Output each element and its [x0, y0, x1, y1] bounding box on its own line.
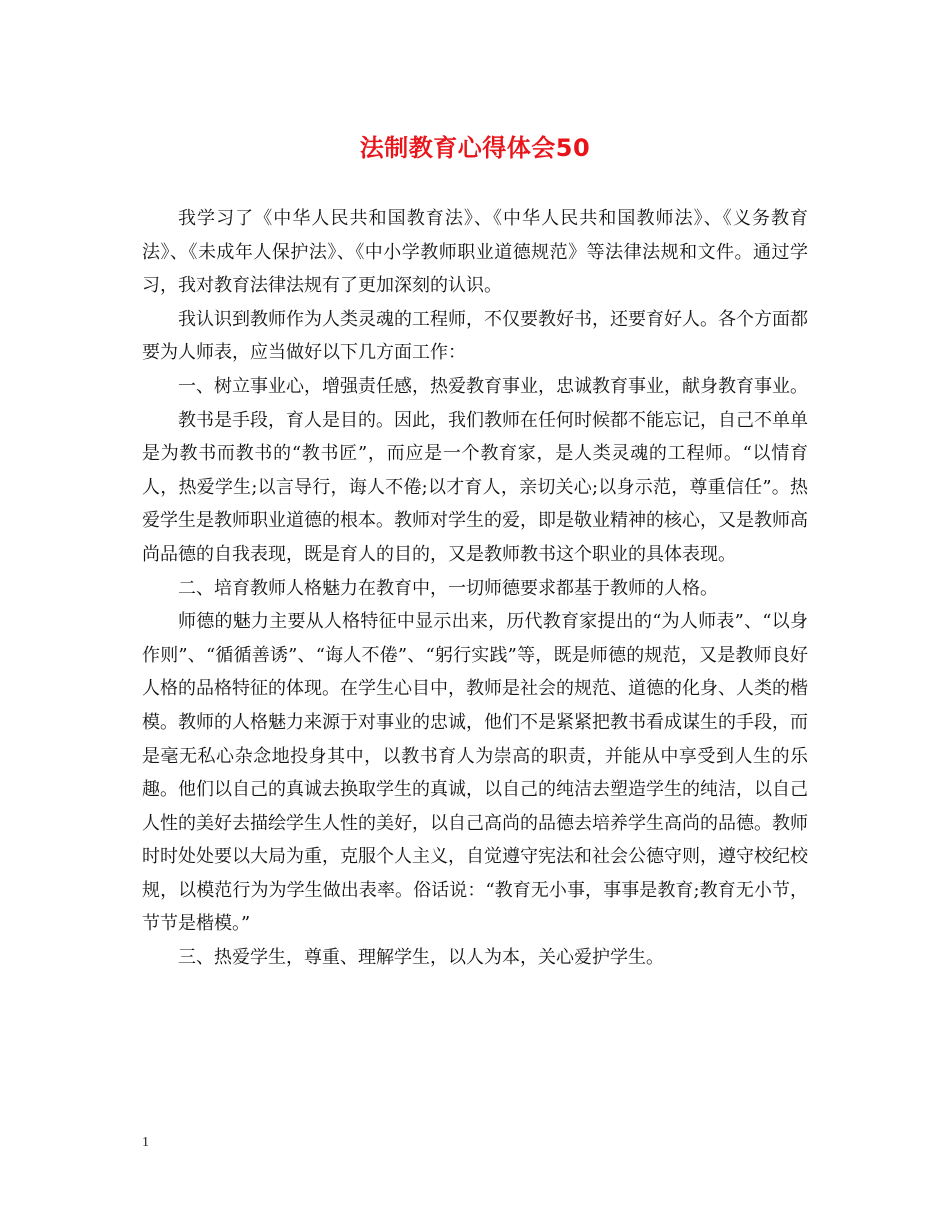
document-title: 法制教育心得体会50 [359, 134, 591, 162]
paragraph-7: 三、热爱学生，尊重、理解学生，以人为本，关心爱护学生。 [178, 947, 664, 969]
paragraph-1: 我学习了《中华人民共和国教育法》、《中华人民共和国教师法》、《义务教育法》、《未成年人保护法》、《中小学教师职业道德规范》等法律法规和文件。通过学习，我对教育法律法规有了更加深刻的认识。 [142, 208, 808, 297]
paragraph-5: 二、培育教师人格魅力在教育中，一切师德要求都基于教师的人格。 [178, 577, 718, 599]
paragraph-2: 我认识到教师作为人类灵魂的工程师，不仅要教好书，还要育好人。各个方面都要为人师表，应当做好以下几方面工作： [142, 308, 808, 364]
paragraph-6: 师德的魅力主要从人格特征中显示出来，历代教育家提出的“为人师表”、“以身作则”、“循循善诱”、“诲人不倦”、“躬行实践”等，既是师德的规范，又是教师良好人格的品格特征的体现。在学生心目中，教师是社会的规范、道德的化身、人类的楷模。教师的人格魅力来源于对事业的忠诚，他们不是紧紧把教书看成谋生的手段，而是毫无私心杂念地投身其中，以教书育人为崇高的职责，并能从中享受到人生的乐趣。他们以自己的真诚去换取学生的真诚，以自己的纯洁去塑造学生的纯洁，以自己人性的美好去描绘学生人性的美好，以自己高尚的品德去培养学生高尚的品德。教师时时处处要以大局为重，克服个人主义，自觉遵守宪法和社会公德守则，遵守校纪校规，以模范行为为学生做出表率。俗话说：“教育无小事，事事是教育;教育无小节，节节是楷模。” [142, 611, 808, 935]
paragraph-4: 教书是手段，育人是目的。因此，我们教师在任何时候都不能忘记，自己不单单是为教书而教书的“教书匠”，而应是一个教育家，是人类灵魂的工程师。“以情育人，热爱学生;以言导行，诲人不倦;以才育人，亲切关心;以身示范，尊重信任”。热爱学生是教师职业道德的根本。教师对学生的爱，即是敬业精神的核心，又是教师高尚品德的自我表现，既是育人的目的，又是教师教书这个职业的具体表现。 [142, 409, 808, 565]
paragraph-3: 一、树立事业心，增强责任感，热爱教育事业，忠诚教育事业，献身教育事业。 [178, 375, 808, 397]
document-body [142, 202, 808, 975]
page-number: 1 [142, 1135, 149, 1150]
